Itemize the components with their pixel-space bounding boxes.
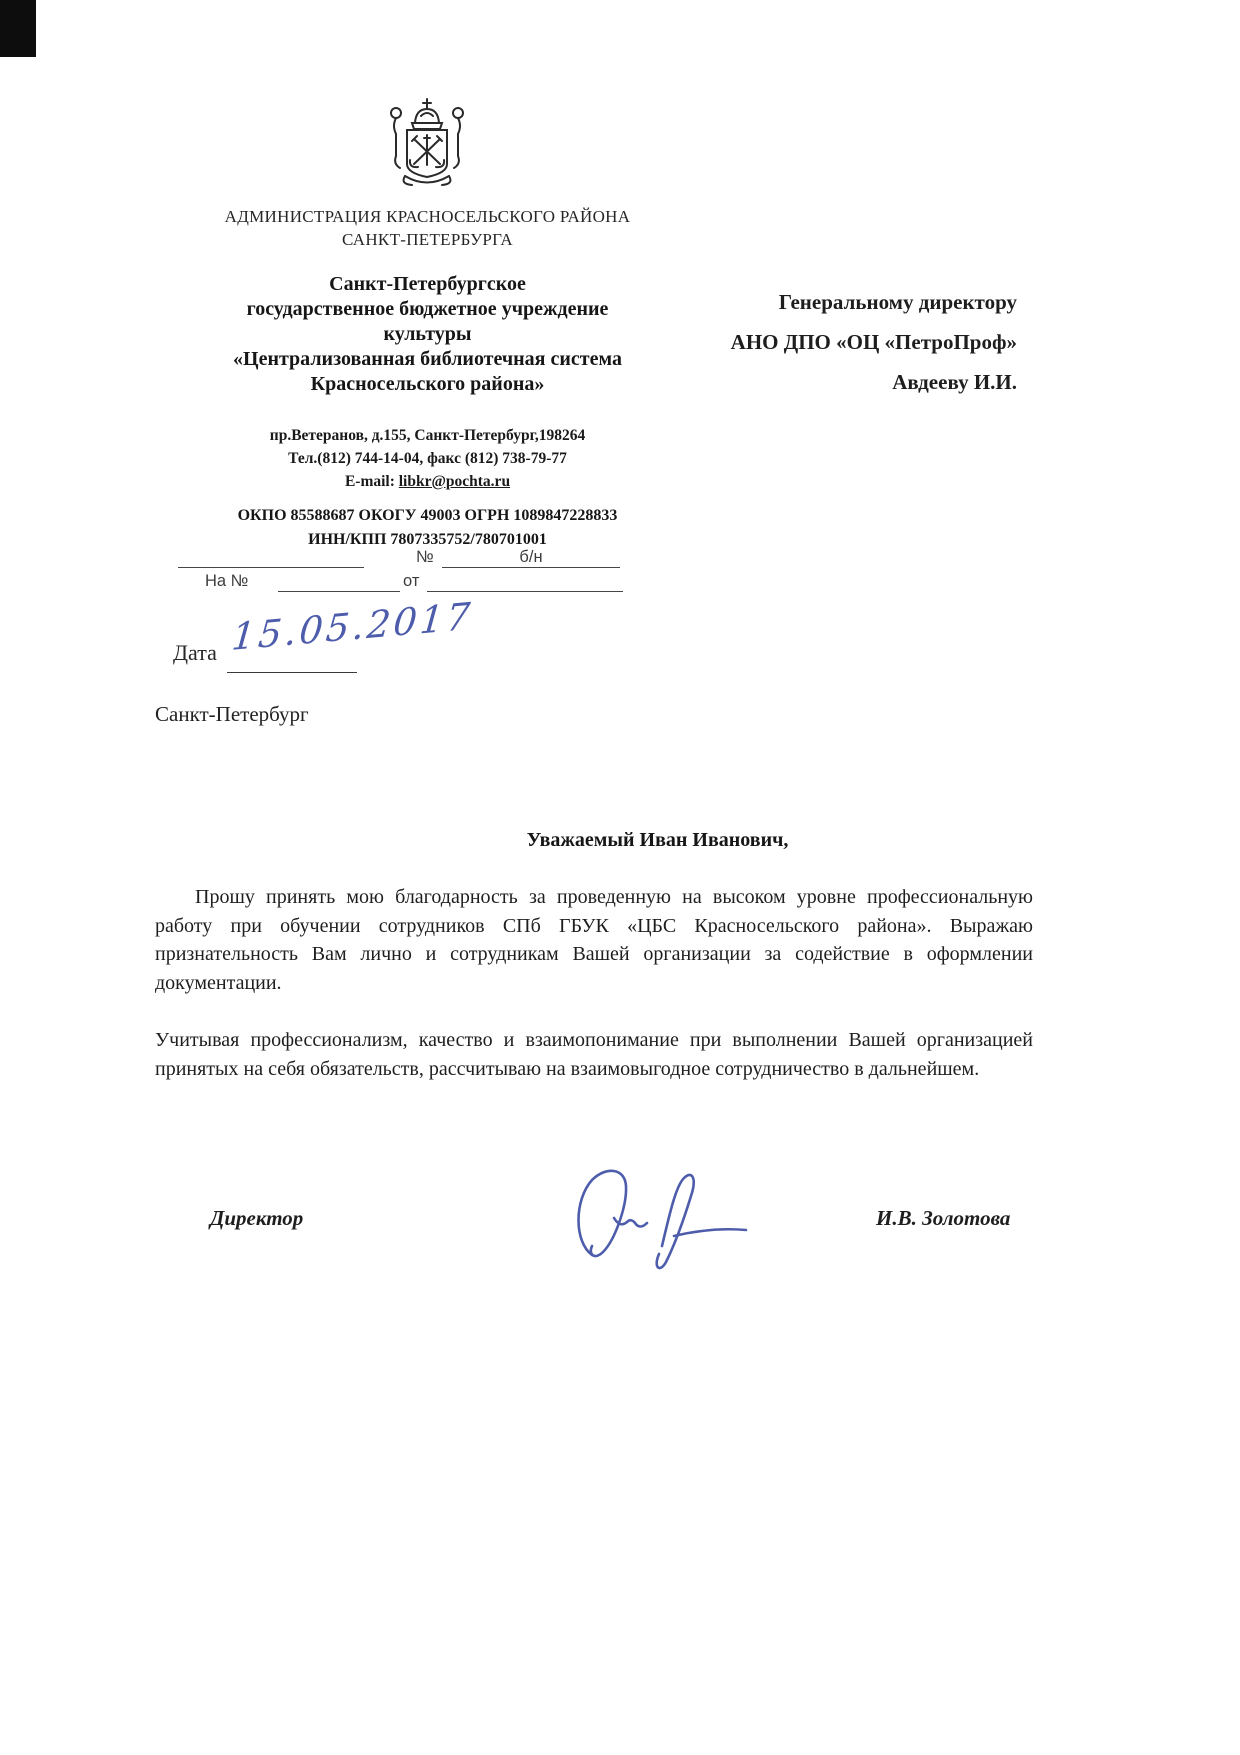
city-line: Санкт-Петербург (155, 702, 309, 726)
addressee-organization: АНО ДПО «ОЦ «ПетроПроф» (730, 330, 1017, 354)
email-label: E-mail: (344, 473, 395, 490)
organization-line-2: государственное бюджетное учреждение (246, 298, 609, 320)
from-date-label: от (403, 572, 420, 590)
registration-codes-line-1: ОКПО 85588687 ОКОГУ 49003 ОГРН 1089847228833 (237, 507, 618, 524)
outgoing-number-line (178, 548, 628, 569)
registration-codes (165, 504, 690, 551)
addressee-name: Авдееву И.И. (892, 370, 1017, 394)
number-label: № (416, 548, 434, 566)
st-petersburg-coat-of-arms-icon (385, 96, 469, 198)
administration-line-1: АДМИНИСТРАЦИЯ КРАСНОСЕЛЬСКОГО РАЙОНА (224, 207, 631, 226)
signature-name: И.В. Золотова (876, 1206, 1011, 1230)
number-value: б/н (519, 548, 543, 566)
organization-contacts (165, 424, 690, 493)
registration-codes-line-2: ИНН/КПП 7807335752/780701001 (308, 530, 547, 548)
organization-line-5: Красносельского района» (310, 373, 545, 395)
addressee-position: Генеральному директору (778, 290, 1017, 314)
signature-title: Директор (210, 1206, 304, 1230)
administration-line-2: САНКТ-ПЕТЕРБУРГА (341, 230, 514, 249)
scan-corner-artifact (0, 0, 36, 57)
incoming-number-line (205, 572, 655, 593)
addressee-block (703, 282, 1017, 402)
date-underline (227, 672, 357, 673)
organization-phone-fax: Тел.(812) 744-14-04, факс (812) 738-79-77 (288, 450, 567, 467)
salutation: Уважаемый Иван Иванович, (526, 829, 789, 851)
from-date-underline (427, 572, 623, 592)
administration-header (165, 205, 690, 251)
reply-number-underline (278, 572, 400, 592)
body-paragraph-2: Учитывая профессионализм, качество и взаимопонимание при выполнении Вашей организацией принятых на себя обязательств, рассчитываю на взаимовыгодное сотрудничество в дальнейшем. (155, 1029, 1033, 1080)
organization-line-3: культуры (383, 323, 472, 345)
body-paragraph-1: Прошу принять мою благодарность за проведенную на высоком уровне профессиональную работу при обучении сотрудников СПб ГБУК «ЦБС Красносельского района». Выражаю признательность Вам лично и сотрудникам Вашей организации за содействие в оформлении документации. (155, 886, 1033, 994)
organization-address: пр.Ветеранов, д.155, Санкт-Петербург,198264 (269, 427, 586, 444)
date-label: Дата (173, 640, 217, 665)
outgoing-blank-underline (178, 548, 364, 568)
organization-line-1: Санкт-Петербургское (329, 273, 526, 295)
email-address: libkr@pochta.ru (398, 473, 511, 490)
organization-line-4: «Централизованная библиотечная система (233, 348, 622, 370)
organization-name (165, 272, 690, 397)
handwritten-signature-icon (562, 1160, 762, 1272)
number-value-underline (442, 548, 620, 568)
organization-email-row (165, 470, 690, 493)
handwritten-date: 15.05.2017 (230, 594, 475, 659)
reply-number-label: На № (205, 572, 249, 590)
